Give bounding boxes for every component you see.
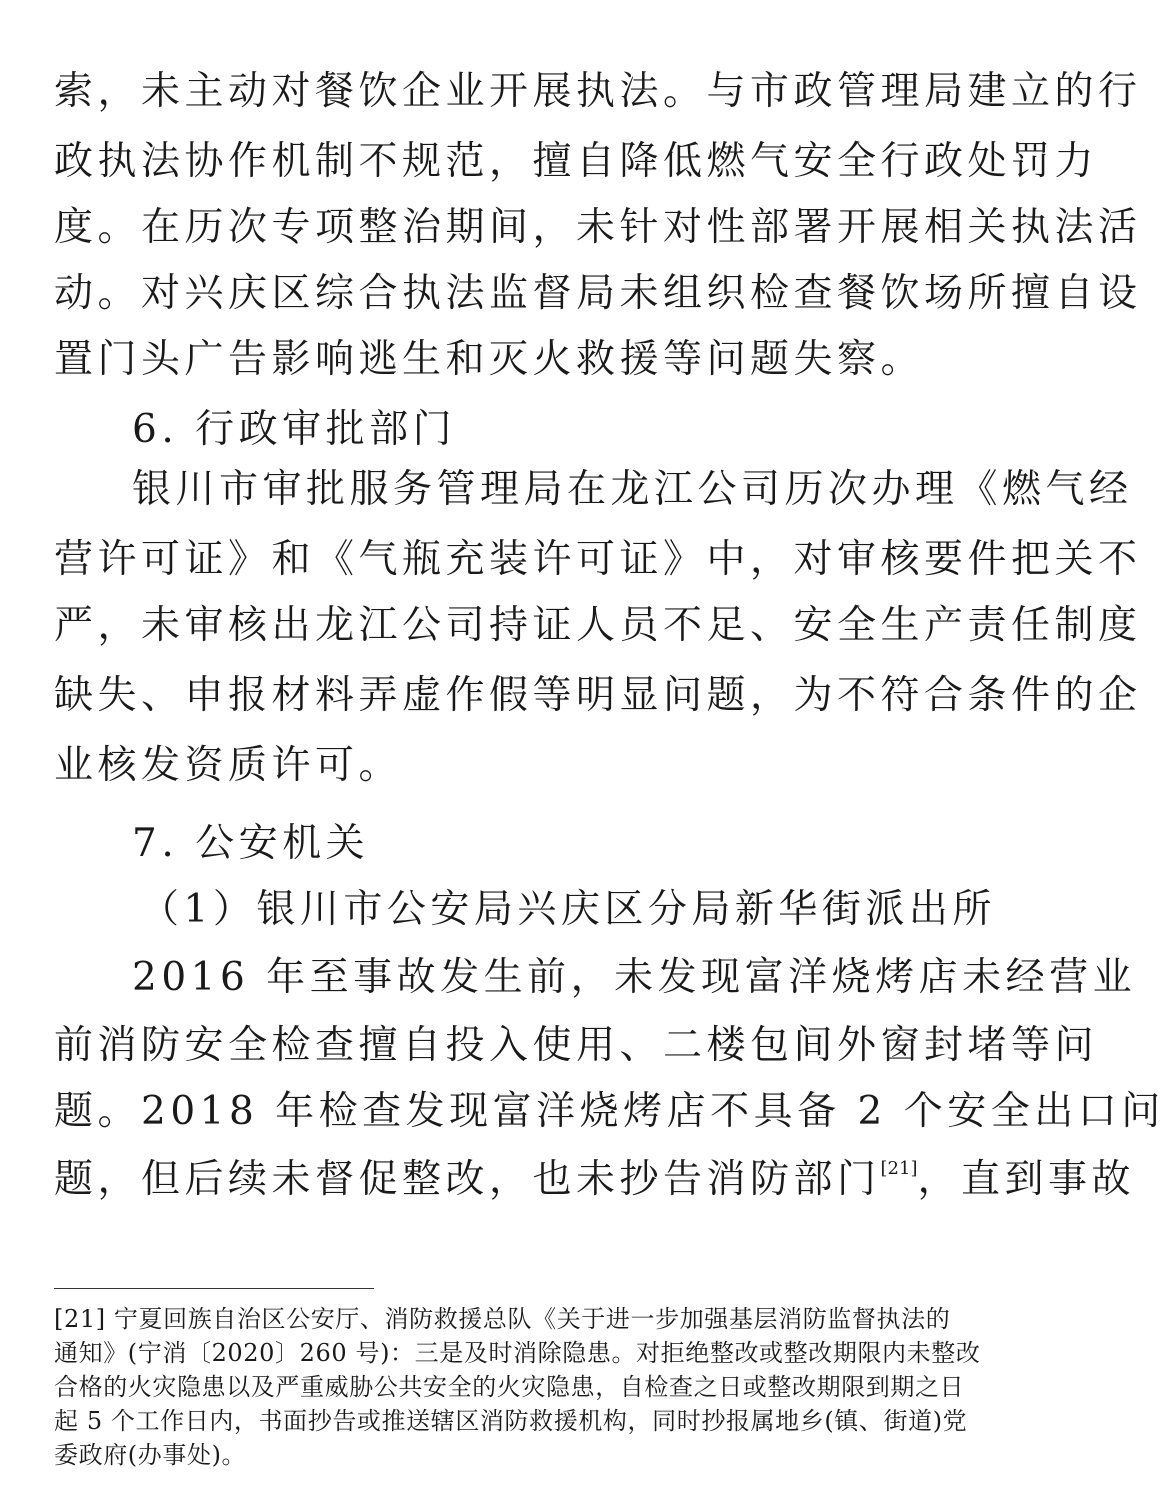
body-line: 动。对兴庆区综合执法监督局未组织检查餐饮场所擅自设 xyxy=(54,271,1142,316)
section-6-line: 缺失、申报材料弄虚作假等明显问题，为不符合条件的企 xyxy=(54,673,1142,718)
section-heading-7: 7. 公安机关 xyxy=(132,821,370,866)
section-6-line: 银川市审批服务管理局在龙江公司历次办理《燃气经 xyxy=(132,467,1133,512)
subheading-7-1: （1）银川市公安局兴庆区分局新华街派出所 xyxy=(140,887,996,932)
section-6-line: 营许可证》和《气瓶充装许可证》中，对审核要件把关不 xyxy=(54,537,1142,582)
footnote-line: 通知》(宁消〔2020〕260 号)：三是及时消除隐患。对拒绝整改或整改期限内未整改 xyxy=(54,1339,981,1367)
section-6-line: 业核发资质许可。 xyxy=(54,743,403,788)
body-line: 政执法协作机制不规范，擅自降低燃气安全行政处罚力 xyxy=(54,139,1099,184)
footnote-line: 合格的火灾隐患以及严重威胁公共安全的火灾隐患，自检查之日或整改期限到期之日 xyxy=(54,1373,965,1401)
section-7-line-with-ref xyxy=(54,1154,1135,1206)
footnote-line: [21] 宁夏回族自治区公安厅、消防救援总队《关于进一步加强基层消防监督执法的 xyxy=(54,1305,951,1333)
section-7-line: 前消防安全检查擅自投入使用、二楼包间外窗封堵等问 xyxy=(54,1023,1099,1068)
text-before-ref: 题，但后续未督促整改，也未抄告消防部门 xyxy=(54,1157,881,1202)
footnote-divider xyxy=(54,1288,374,1289)
body-line: 索，未主动对餐饮企业开展执法。与市政管理局建立的行 xyxy=(54,69,1142,114)
body-line: 置门头广告影响逃生和灭火救援等问题失察。 xyxy=(54,337,925,382)
text-after-ref: ，直到事故 xyxy=(917,1157,1135,1202)
body-line: 度。在历次专项整治期间，未针对性部署开展相关执法活 xyxy=(54,205,1142,250)
footnote-reference: [21] xyxy=(880,1158,918,1179)
footnote-line: 委政府(办事处)。 xyxy=(54,1441,247,1469)
section-7-line: 2016 年至事故发生前，未发现富洋烧烤店未经营业 xyxy=(132,955,1137,1000)
section-7-line: 题。2018 年检查发现富洋烧烤店不具备 2 个安全出口问 xyxy=(54,1089,1165,1134)
section-heading-6: 6. 行政审批部门 xyxy=(132,407,457,452)
footnote-line: 起 5 个工作日内，书面抄告或推送辖区消防救援机构，同时抄报属地乡(镇、街道)党 xyxy=(54,1407,968,1435)
section-6-line: 严，未审核出龙江公司持证人员不足、安全生产责任制度 xyxy=(54,603,1142,648)
